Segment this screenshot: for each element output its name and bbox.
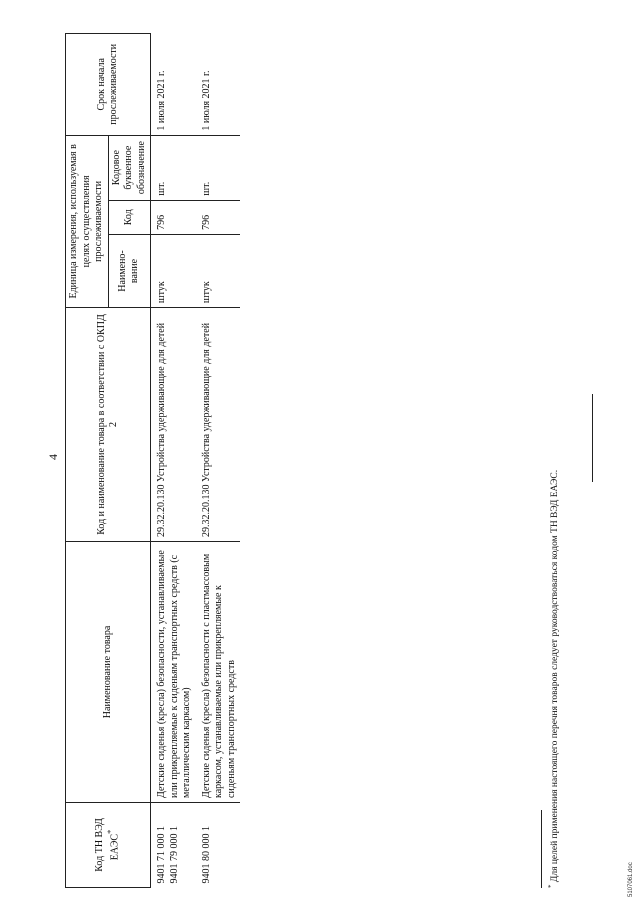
row-start-date: 1 июля 2021 г.	[151, 34, 196, 136]
row-okpd: 29.32.20.130 Устройства удерживающие для детей	[196, 308, 241, 542]
row-unit-code: 796	[151, 200, 196, 234]
traceability-goods-table	[65, 33, 240, 888]
row-unit-code: 796	[196, 200, 241, 234]
table-row	[151, 34, 196, 888]
end-separator-line	[592, 394, 593, 482]
row-unit-name: штук	[196, 234, 241, 307]
code-value: 9401 71 000 1	[156, 826, 167, 884]
row-codes	[196, 802, 241, 887]
document-reference: 5107061.doc	[628, 862, 634, 897]
header-start-date: Срок начала прослеживаемости	[66, 34, 151, 136]
footnote: * Для целей применения настоящего перечня товаров следует руководствоваться кодом ТН ВЭД ЕАЭС.	[547, 469, 561, 888]
row-codes	[151, 802, 196, 887]
footnote-divider	[541, 810, 542, 888]
header-name: Наименование товара	[66, 541, 151, 802]
row-product-name: Детские сиденья (кресла) безопасности, устанавливаемые или прикрепляемые к сиденьям транспортных средств (с металлическим каркасом)	[151, 541, 196, 802]
header-unit-alpha: Кодовое буквенное обозначение	[108, 135, 151, 200]
header-unit-code: Код	[108, 200, 151, 234]
header-unit-group: Единица измерения, используемая в целях осуществления прослеживаемости	[66, 135, 109, 307]
header-unit-name: Наимено-вание	[108, 234, 151, 307]
header-code: Код ТН ВЭД ЕАЭС*	[66, 802, 151, 887]
page-number: 4	[46, 454, 60, 460]
code-value: 9401 79 000 1	[168, 826, 180, 884]
row-unit-name: штук	[151, 234, 196, 307]
table-row	[196, 34, 241, 888]
row-product-name: Детские сиденья (кресла) безопасности с пластмассовым каркасом, устанавливаемые или прикрепляемые к сиденьям транспортных средств	[196, 541, 241, 802]
code-value: 9401 80 000 1	[200, 826, 212, 884]
row-okpd: 29.32.20.130 Устройства удерживающие для детей	[151, 308, 196, 542]
row-unit-alpha: шт.	[196, 135, 241, 200]
row-unit-alpha: шт.	[151, 135, 196, 200]
row-start-date: 1 июля 2021 г.	[196, 34, 241, 136]
header-okpd: Код и наименование товара в соответствии с ОКПД 2	[66, 308, 151, 542]
